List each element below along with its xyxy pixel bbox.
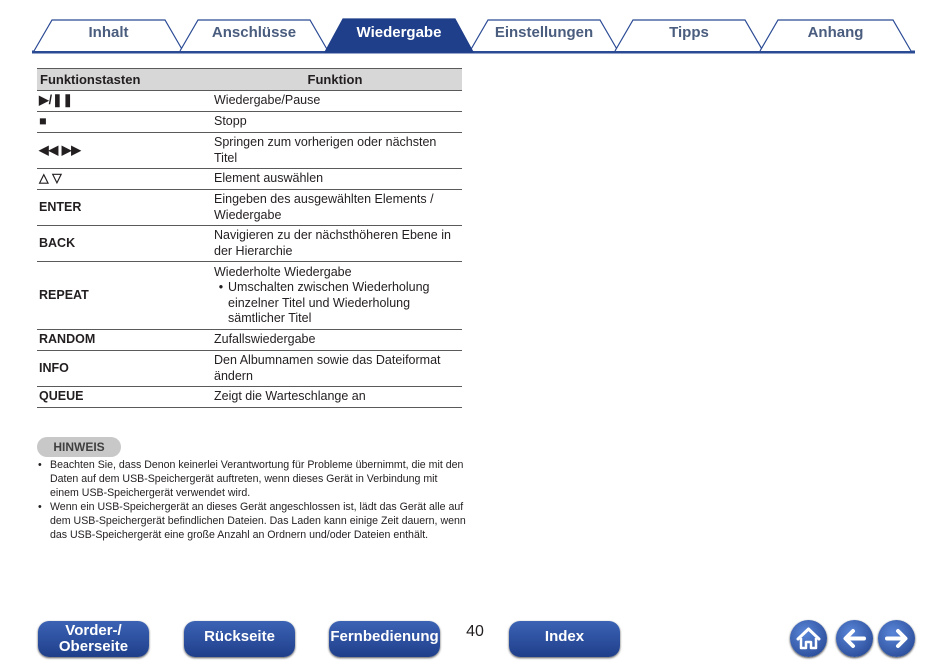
function-text: Eingeben des ausgewählten Elements / Wiedergabe: [208, 190, 462, 226]
random-key: RANDOM: [37, 330, 208, 351]
tab-anschluesse[interactable]: Anschlüsse: [211, 24, 297, 41]
back-key: BACK: [37, 226, 208, 262]
function-text: Wiedergabe/Pause: [208, 91, 462, 112]
arrow-left-icon: [836, 620, 873, 657]
note-text: Wenn ein USB-Speichergerät an dieses Gerät angeschlossen ist, lädt das Gerät alle auf dem USB-Speichergerät befindlichen Dateien. Das Laden kann einige Zeit dauern, wenn das USB-Speichergerät eine große Anzahl an Ordnern und/oder Dateien enthält.: [50, 501, 466, 541]
table-row: [37, 226, 462, 262]
tab-wiedergabe[interactable]: Wiedergabe: [356, 24, 442, 41]
bullet-icon: •: [38, 459, 42, 471]
skip-keys: ◀◀ ▶▶: [37, 133, 208, 169]
tab-anhang[interactable]: Anhang: [807, 24, 864, 41]
table-row: [37, 91, 462, 112]
function-text: Springen zum vorherigen oder nächsten Titel: [208, 133, 462, 169]
bullet-item: [214, 280, 459, 327]
forward-arrow-button[interactable]: [878, 620, 915, 657]
function-text: Wiederholte Wiedergabe: [214, 264, 352, 279]
home-icon: [790, 620, 827, 657]
rear-button[interactable]: [184, 621, 295, 657]
tab-bar: [0, 0, 950, 56]
note-text: Beachten Sie, dass Denon keinerlei Verantwortung für Probleme übernimmt, die mit den Daten auf dem USB-Speichergerät auftreten, wenn dieses Gerät in Verbindung mit einem USB-Speichergerät verwendet wird.: [50, 459, 464, 499]
function-text: Zufallswiedergabe: [208, 330, 462, 351]
table-row: [37, 351, 462, 387]
bullet-icon: •: [38, 501, 42, 514]
note-list: [38, 459, 468, 544]
function-text: Stopp: [208, 112, 462, 133]
function-text: Den Albumnamen sowie das Dateiformat ändern: [208, 351, 462, 387]
front-top-button[interactable]: [38, 621, 149, 657]
queue-key: QUEUE: [37, 387, 208, 408]
bullet-icon: •: [218, 280, 224, 294]
tab-tipps[interactable]: Tipps: [669, 24, 709, 41]
stop-key: ■: [37, 112, 208, 133]
table-row: [37, 112, 462, 133]
page-number: 40: [466, 623, 484, 640]
table-row: [37, 169, 462, 190]
list-item: [38, 459, 468, 500]
table-row: [37, 190, 462, 226]
tab-inhalt[interactable]: Inhalt: [88, 24, 129, 41]
remote-button[interactable]: [329, 621, 440, 657]
play-pause-key: ▶/❚❚: [37, 91, 208, 112]
bullet-text: Umschalten zwischen Wiederholung einzelner Titel und Wiederholung sämtlicher Titel: [228, 280, 430, 325]
header-function: Funktion: [208, 69, 462, 91]
table-row: [37, 262, 462, 330]
front-top-label-2: Oberseite: [58, 638, 129, 655]
home-button[interactable]: [790, 620, 827, 657]
info-key: INFO: [37, 351, 208, 387]
list-item: [38, 501, 468, 542]
function-text: Zeigt die Warteschlange an: [208, 387, 462, 408]
function-keys-table: [37, 68, 462, 408]
index-button[interactable]: [509, 621, 620, 657]
header-function-keys: Funktionstasten: [37, 69, 208, 91]
index-label: Index: [544, 628, 585, 645]
table-row: [37, 387, 462, 408]
note-badge: HINWEIS: [37, 437, 121, 457]
table-row: [37, 133, 462, 169]
table-row: [37, 330, 462, 351]
front-top-label-1: Vorder-/: [65, 622, 122, 639]
function-text: Element auswählen: [208, 169, 462, 190]
table-header-row: [37, 69, 462, 91]
enter-key: ENTER: [37, 190, 208, 226]
remote-label: Fernbedienung: [330, 628, 439, 645]
tab-einstellungen[interactable]: Einstellungen: [494, 24, 594, 41]
back-arrow-button[interactable]: [836, 620, 873, 657]
function-cell: [208, 262, 462, 330]
cursor-keys: △ ▽: [37, 169, 208, 190]
rear-label: Rückseite: [204, 628, 275, 645]
repeat-key: REPEAT: [37, 262, 208, 330]
function-text: Navigieren zu der nächsthöheren Ebene in der Hierarchie: [208, 226, 462, 262]
arrow-right-icon: [878, 620, 915, 657]
